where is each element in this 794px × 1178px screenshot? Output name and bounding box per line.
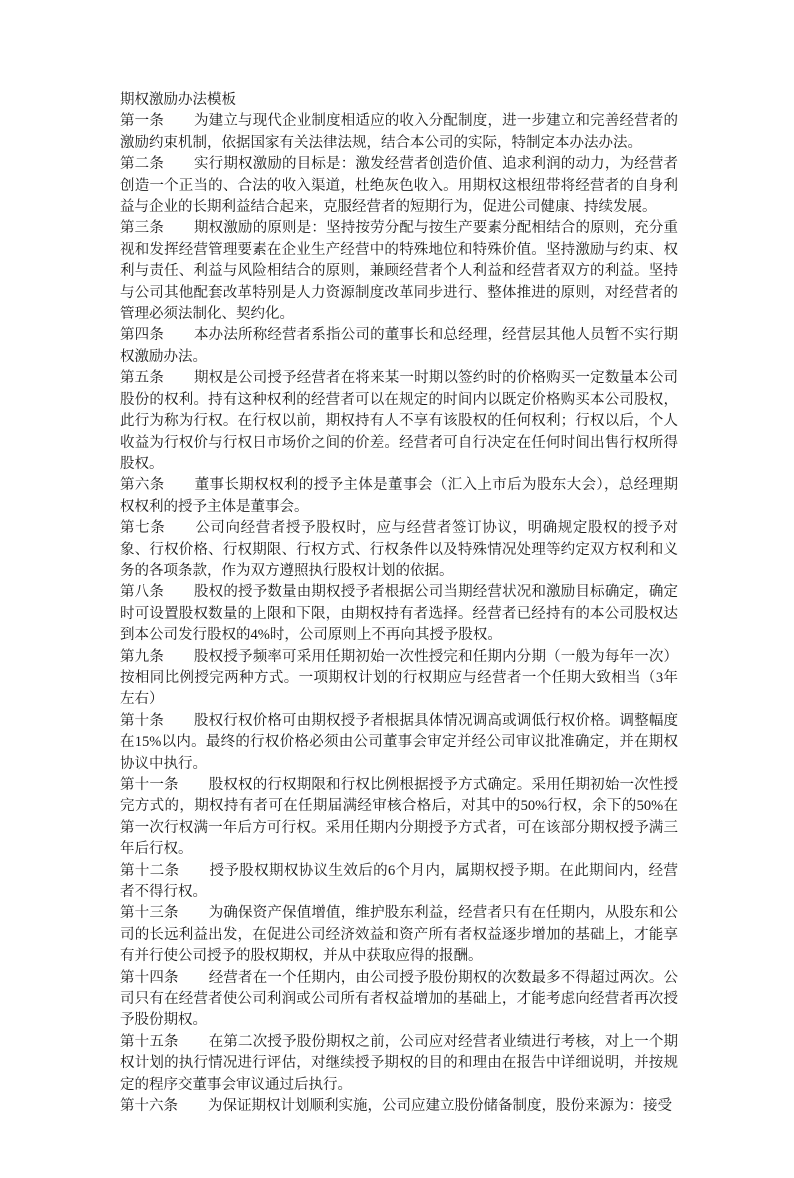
article-paragraph (120, 968, 678, 1032)
article-number: 第一条 (120, 113, 165, 130)
article-number: 第十四条 (120, 969, 179, 986)
article-paragraph (120, 111, 678, 154)
article-text: 授予股权期权协议生效后的6个月内，属期权授予期。在此期间内，经营者不得行权。 (120, 862, 678, 901)
article-text: 本办法所称经营者系指公司的董事长和总经理，经营层其他人员暂不实行期权激励办法。 (120, 327, 678, 365)
article-paragraph (120, 1096, 678, 1117)
article-number: 第九条 (120, 648, 165, 665)
article-text: 为确保资产保值增值，维护股东利益，经营者只有在任期内，从股东和公司的长远利益出发，在促进公司经济效益和资产所有者权益逐步增加的基础上，才能享有并行使公司授予的股权期权，并从中获取应得的报酬。 (120, 905, 678, 965)
article-paragraph (120, 218, 678, 325)
article-number: 第三条 (120, 220, 165, 237)
article-text: 董事长期权权利的授予主体是董事会（汇入上市后为股东大会），总经理期权权利的授予主体是董事会。 (120, 477, 679, 515)
article-text: 股权行权价格可由期权授予者根据具体情况调高或调低行权价格。调整幅度在15%以内。最终的行权价格必须由公司董事会审定并经公司审议批准确定，并在期权协议中执行。 (120, 712, 678, 772)
article-text: 股权的授予数量由期权授予者根据公司当期经营状况和激励目标确定，确定时可设置股权数量的上限和下限，由期权持有者选择。经营者已经持有的本公司股权达到本公司发行股权的4%时，公司原则上不再向其授予股权。 (120, 584, 678, 644)
article-paragraph (120, 1032, 678, 1096)
article-text: 期权激励的原则是：坚持按劳分配与按生产要素分配相结合的原则，充分重视和发挥经营管理要素在企业生产经营中的特殊地位和特殊价值。坚持激励与约束、权利与责任、利益与风险相结合的原则，兼顾经营者个人利益和经营者双方的利益。坚持与公司其他配套改革特别是人力资源制度改革同步进行、整体推进的原则，对经营者的管理必须法制化、契约化。 (120, 220, 678, 323)
article-paragraph (120, 582, 678, 646)
article-number: 第十三条 (120, 905, 179, 922)
article-paragraph (120, 368, 678, 475)
article-number: 第十二条 (120, 862, 180, 879)
article-number: 第四条 (120, 327, 165, 344)
article-paragraph (120, 711, 678, 775)
article-text: 经营者在一个任期内，由公司授予股份期权的次数最多不得超过两次。公司只有在经营者使公司利润或公司所有者权益增加的基础上，才能考虑向经营者再次授予股份期权。 (120, 969, 678, 1029)
article-paragraph (120, 475, 678, 518)
article-text: 股权授予频率可采用任期初始一次性授完和任期内分期（一般为每年一次）按相同比例授完两种方式。一项期权计划的行权期应与经营者一个任期大致相当（3年左右） (120, 648, 678, 708)
article-number: 第十一条 (120, 777, 179, 793)
article-text: 为建立与现代企业制度相适应的收入分配制度，进一步建立和完善经营者的激励约束机制，依据国家有关法律法规，结合本公司的实际，特制定本办法办法。 (120, 113, 678, 151)
article-number: 第五条 (120, 370, 165, 387)
article-text: 在第二次授予股份期权之前，公司应对经营者业绩进行考核，对上一个期权计划的执行情况进行评估，对继续授予期权的目的和理由在报告中详细说明，并按规定的程序交董事会审议通过后执行。 (120, 1033, 678, 1093)
article-text: 实行期权激励的目标是：激发经营者创造价值、追求利润的动力，为经营者创造一个正当的、合法的收入渠道，杜绝灰色收入。用期权这根纽带将经营者的自身利益与企业的长期利益结合起来，克服经营者的短期行为，促进公司健康、持续发展。 (120, 156, 678, 216)
articles-container (120, 111, 678, 1117)
article-text: 公司向经营者授予股权时，应与经营者签订协议，明确规定股权的授予对象、行权价格、行权期限、行权方式、行权条件以及特殊情况处理等约定双方权利和义务的各项条款，作为双方遵照执行股权计划的依据。 (120, 520, 679, 579)
article-number: 第八条 (120, 584, 165, 601)
article-number: 第六条 (120, 477, 165, 494)
article-paragraph (120, 861, 678, 904)
article-number: 第十六条 (120, 1098, 178, 1115)
document-title: 期权激励办法模板 (120, 92, 236, 108)
article-paragraph (120, 154, 678, 218)
article-paragraph (120, 647, 678, 711)
article-paragraph (120, 325, 678, 368)
article-paragraph (120, 903, 678, 967)
article-number: 第十五条 (120, 1033, 179, 1050)
article-number: 第二条 (120, 156, 165, 173)
article-text: 股权权的行权期限和行权比例根据授予方式确定。采用任期初始一次性授完方式的，期权持有者可在任期届满经审核合格后，对其中的50%行权，余下的50%在第一次行权满一年后方可行权。采用任期内分期授予方式者，可在该部分期权授予满三年后行权。 (120, 777, 678, 858)
article-paragraph (120, 518, 678, 582)
article-paragraph (120, 775, 678, 861)
article-number: 第十条 (120, 712, 165, 729)
article-text: 为保证期权计划顺利实施，公司应建立股份储备制度，股份来源为：接受 (208, 1098, 672, 1115)
article-text: 期权是公司授予经营者在将来某一时期以签约时的价格购买一定数量本公司股份的权利。持有这种权利的经营者可以在规定的时间内以既定价格购买本公司股权，此行为称为行权。在行权以前，期权持有人不享有该股权的任何权利；行权以后，个人收益为行权价与行权日市场价之间的价差。经营者可自行决定在任何时间出售行权所得股权。 (120, 370, 678, 472)
article-number: 第七条 (120, 520, 166, 537)
